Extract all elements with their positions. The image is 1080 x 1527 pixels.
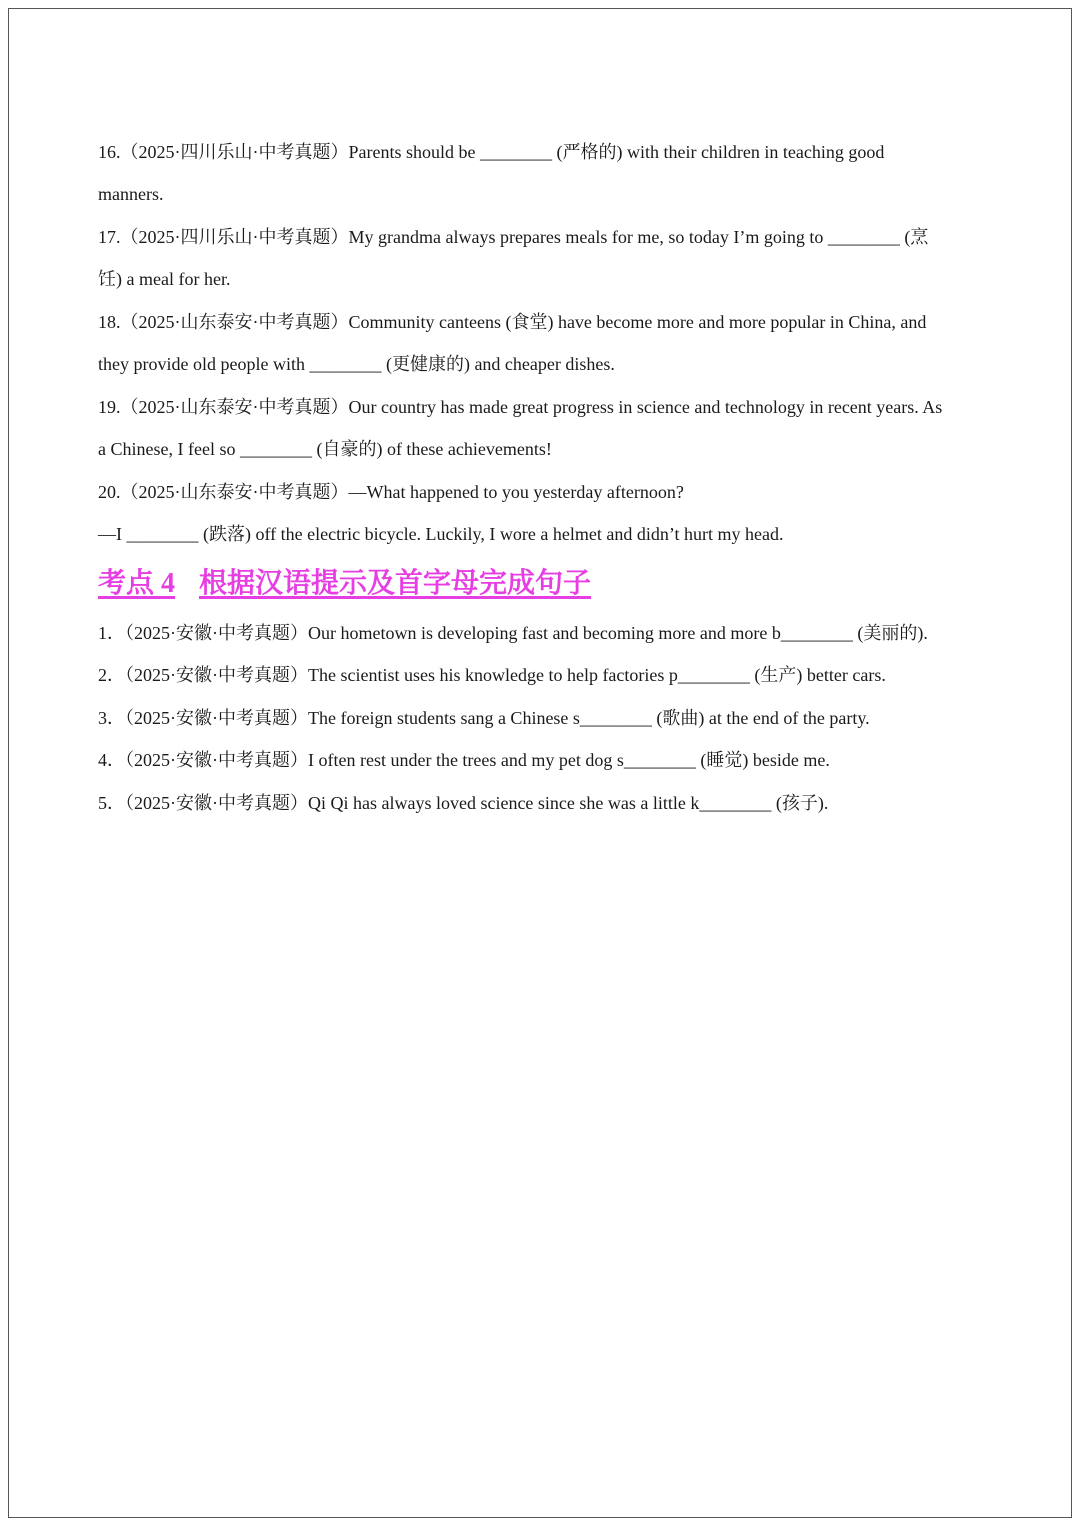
question-1-line: 1．（2025·安徽·中考真题）Our hometown is developing fast and becoming more and more b________ (美丽的). bbox=[98, 623, 928, 643]
question-20-line-2: —I ________ (跌落) off the electric bicycle. Luckily, I wore a helmet and didn’t hurt my head. bbox=[98, 524, 784, 544]
question-17-line-1: 17.（2025·四川乐山·中考真题）My grandma always prepares meals for me, so today I’m going to ________ (烹 bbox=[98, 227, 929, 247]
question-4-line: 4．（2025·安徽·中考真题）I often rest under the trees and my pet dog s________ (睡觉) beside me. bbox=[98, 750, 830, 770]
question-2-line: 2．（2025·安徽·中考真题）The scientist uses his knowledge to help factories p________ (生产) better cars. bbox=[98, 665, 886, 685]
question-16-line-2: manners. bbox=[98, 184, 164, 204]
question-19-line-1: 19.（2025·山东泰安·中考真题）Our country has made great progress in science and technology in recent years. As bbox=[98, 397, 943, 417]
section-heading-prefix: 考点 4 bbox=[98, 568, 176, 599]
question-19-line-2: a Chinese, I feel so ________ (自豪的) of these achievements! bbox=[98, 439, 552, 459]
question-3-line: 3．（2025·安徽·中考真题）The foreign students sang a Chinese s________ (歌曲) at the end of the party. bbox=[98, 708, 870, 728]
question-5-line: 5．（2025·安徽·中考真题）Qi Qi has always loved science since she was a little k________ (孩子). bbox=[98, 793, 829, 813]
question-16-line-1: 16.（2025·四川乐山·中考真题）Parents should be ________ (严格的) with their children in teaching good bbox=[98, 142, 885, 162]
question-18-line-2: they provide old people with ________ (更健康的) and cheaper dishes. bbox=[98, 354, 615, 374]
question-18-line-1: 18.（2025·山东泰安·中考真题）Community canteens (食堂) have become more and more popular in China, and bbox=[98, 312, 927, 332]
section-heading bbox=[98, 566, 591, 602]
question-20-line-1: 20.（2025·山东泰安·中考真题）—What happened to you yesterday afternoon? bbox=[98, 482, 684, 502]
section-heading-title: 根据汉语提示及首字母完成句子 bbox=[199, 568, 592, 599]
question-17-line-2: 饪) a meal for her. bbox=[98, 269, 231, 289]
